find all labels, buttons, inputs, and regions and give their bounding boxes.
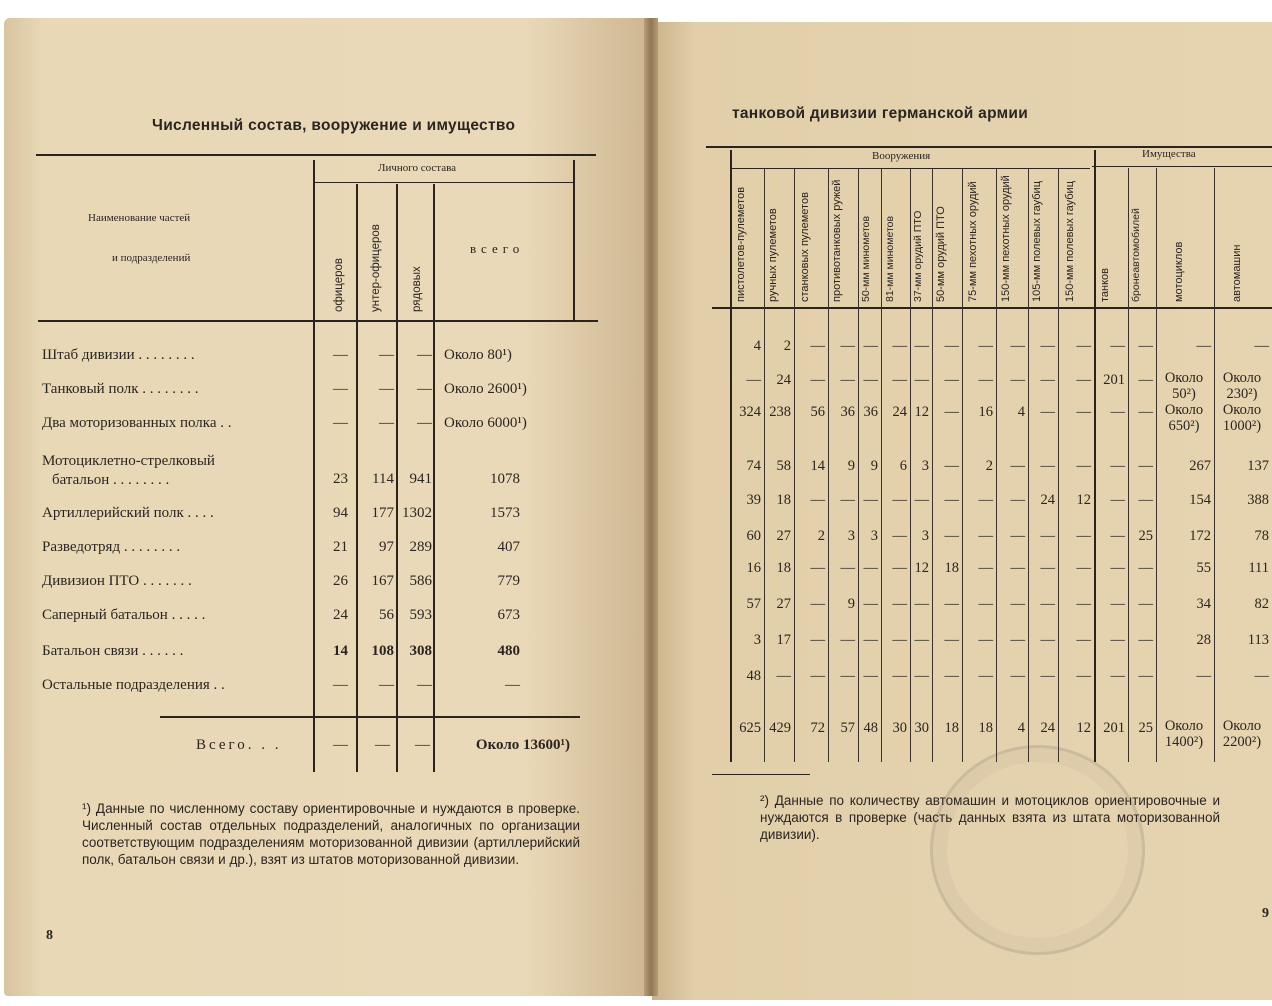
right-row-cell: —	[863, 632, 878, 648]
right-row-cell: —	[1010, 492, 1025, 508]
right-row-cell: 12	[914, 404, 929, 420]
right-row-cell: —	[810, 560, 825, 576]
right-row-cell: 24	[1040, 492, 1055, 508]
total-officers: —	[333, 737, 348, 753]
right-row-cell: —	[810, 596, 825, 612]
total-col-header: всего	[470, 241, 525, 256]
col-header-8: 75-мм пехотных орудий	[967, 181, 979, 302]
right-row-cell: 39	[746, 492, 761, 508]
row-name: Штаб дивизии . . . . . . . .	[42, 347, 195, 363]
right-row-cell: —	[1138, 338, 1153, 354]
total-privates: —	[415, 737, 430, 753]
right-row-cell: —	[1040, 458, 1055, 474]
cell-privates: 586	[409, 573, 432, 589]
right-row-cell: —	[1010, 458, 1025, 474]
cell-total: —	[505, 677, 520, 693]
cell-nco: 108	[371, 643, 394, 659]
right-row-cell: —	[1110, 528, 1125, 544]
total-row-label: Всего. . .	[196, 737, 282, 753]
name-col-header-line1: Наименование частей	[88, 212, 191, 224]
right-total-cell: 2200²)	[1222, 734, 1262, 750]
right-row-cell: 111	[1248, 560, 1269, 576]
right-row-cell: 18	[776, 492, 791, 508]
right-row-cell: —	[892, 528, 907, 544]
right-total-cell: 48	[863, 720, 878, 736]
col-header-6: 37-мм орудий ПТО	[912, 210, 924, 302]
total-nco: —	[375, 737, 390, 753]
col-divider	[573, 160, 575, 320]
right-total-cell: Около	[1164, 718, 1204, 734]
cell-total: 1078	[490, 471, 520, 487]
right-row-cell: 17	[776, 632, 791, 648]
right-row-cell: —	[892, 632, 907, 648]
right-row-cell: 74	[746, 458, 761, 474]
right-row-cell: 27	[776, 596, 791, 612]
right-row-cell: —	[978, 560, 993, 576]
cell-total: 779	[497, 573, 520, 589]
right-row-cell: —	[840, 372, 855, 388]
right-row-cell: 12	[914, 560, 929, 576]
right-row-cell: —	[863, 372, 878, 388]
right-row-cell: —	[1138, 492, 1153, 508]
right-total-cell: 4	[1017, 720, 1025, 736]
header-bottom-rule	[38, 320, 598, 322]
right-row-cell: —	[810, 632, 825, 648]
right-row-cell: —	[1254, 668, 1269, 684]
right-row-cell: 6	[899, 458, 907, 474]
right-row-cell: —	[810, 338, 825, 354]
right-row-cell: 324	[739, 404, 761, 420]
right-row-cell: —	[1138, 632, 1153, 648]
cell-privates: 289	[409, 539, 432, 555]
cell-officers: 21	[333, 539, 348, 555]
col-header-13: бронеавтомобилей	[1130, 208, 1142, 302]
row-name: Танковый полк . . . . . . . .	[42, 381, 199, 397]
left-footnote: ¹) Данные по численному составу ориентировочные и нуждаются в проверке. Численный состав отдельных подразделений, аналогичных по организации соответствующим подразделениям моторизованной дивизии (артиллерийский полк, батальон связи и др.), взят из штатов моторизованной дивизии.	[82, 801, 580, 867]
nco-col-header: унтер-офицеров	[370, 224, 382, 312]
cell-officers: —	[333, 677, 348, 693]
cell-privates: 941	[409, 471, 432, 487]
right-row-cell: —	[944, 404, 959, 420]
right-row-cell: —	[1010, 560, 1025, 576]
property-group-rule	[1092, 166, 1272, 167]
cell-nco: 97	[379, 539, 394, 555]
officers-col-header: офицеров	[333, 257, 345, 312]
right-row-cell: —	[944, 338, 959, 354]
row-name: Разведотряд . . . . . . . .	[42, 539, 181, 555]
right-row-cell: —	[978, 632, 993, 648]
total-all: Около 13600¹)	[475, 737, 570, 753]
cell-nco: —	[379, 415, 394, 431]
right-total-cell: 25	[1138, 720, 1153, 736]
right-row-cell: —	[810, 668, 825, 684]
right-row-cell: 24	[892, 404, 907, 420]
right-row-cell: —	[1076, 596, 1091, 612]
right-row-cell: 113	[1247, 632, 1269, 648]
right-row-cell: —	[978, 528, 993, 544]
col-header-14: мотоциклов	[1173, 241, 1185, 302]
cell-officers: 14	[333, 643, 348, 659]
right-row-cell: 2	[783, 338, 791, 354]
book-gutter	[644, 18, 658, 996]
cell-privates: 593	[409, 607, 432, 623]
col-header-10: 105-мм полевых гаубиц	[1031, 180, 1043, 302]
cell-officers: —	[333, 415, 348, 431]
right-row-cell: —	[1138, 404, 1153, 420]
right-row-cell: 201	[1103, 372, 1125, 388]
right-row-cell: —	[1040, 372, 1055, 388]
armament-group-header: Вооружения	[872, 150, 931, 162]
right-row-cell: 3	[870, 528, 878, 544]
right-row-cell: —	[1110, 458, 1125, 474]
row-name: Дивизион ПТО . . . . . . .	[42, 573, 192, 589]
right-total-cell: 625	[739, 720, 761, 736]
right-footnote: ²) Данные по количеству автомашин и мотоциклов ориентировочные и нуждаются в проверке (часть данных взята из штата моторизованной дивизии).	[760, 793, 1220, 842]
right-row-cell: —	[1138, 560, 1153, 576]
right-row-cell: —	[1196, 338, 1211, 354]
right-row-cell: 3	[753, 632, 761, 648]
left-page-number: 8	[46, 928, 53, 943]
right-row-cell: —	[914, 668, 929, 684]
right-row-cell: —	[810, 492, 825, 508]
right-page-number: 9	[1262, 906, 1269, 921]
right-total-cell: 24	[1040, 720, 1055, 736]
cell-privates: —	[417, 381, 432, 397]
row-name: Два моторизованных полка . .	[42, 415, 232, 431]
right-row-cell: —	[892, 492, 907, 508]
right-row-cell: —	[944, 632, 959, 648]
right-row-cell: —	[944, 458, 959, 474]
cell-total: 673	[497, 607, 520, 623]
right-total-cell: 18	[944, 720, 959, 736]
personnel-group-rule	[313, 182, 575, 183]
right-row-cell: 16	[978, 404, 993, 420]
right-row-cell: —	[1040, 404, 1055, 420]
right-row-cell: —	[1110, 632, 1125, 648]
personnel-group-header: Личного состава	[378, 162, 457, 174]
right-row-cell: —	[914, 492, 929, 508]
cell-nco: 114	[372, 471, 394, 487]
right-row-cell: 24	[776, 372, 791, 388]
right-row-cell: —	[1110, 338, 1125, 354]
col-header-12: танков	[1099, 267, 1111, 302]
right-row-cell: —	[1040, 560, 1055, 576]
right-row-cell: 388	[1247, 492, 1269, 508]
right-row-cell: —	[944, 372, 959, 388]
cell-privates: 308	[409, 643, 432, 659]
right-row-cell: 58	[776, 458, 791, 474]
right-row-cell: —	[1138, 372, 1153, 388]
right-row-cell: 14	[810, 458, 825, 474]
right-row-cell: —	[1040, 338, 1055, 354]
right-row-cell: 1000²)	[1222, 418, 1262, 434]
cell-total: Около 80¹)	[444, 347, 512, 363]
cell-officers: 24	[333, 607, 348, 623]
right-row-cell: —	[978, 372, 993, 388]
right-total-cell: 201	[1103, 720, 1125, 736]
right-row-cell: —	[1040, 528, 1055, 544]
right-row-cell: —	[914, 632, 929, 648]
right-row-cell: 48	[746, 668, 761, 684]
col-divider	[433, 184, 435, 772]
right-row-cell: 34	[1196, 596, 1211, 612]
right-row-cell: 9	[870, 458, 878, 474]
right-row-cell: —	[944, 528, 959, 544]
right-total-cell: Около	[1222, 718, 1262, 734]
right-row-cell: —	[1138, 458, 1153, 474]
right-row-cell: —	[978, 338, 993, 354]
right-row-cell: —	[1110, 596, 1125, 612]
right-row-cell: —	[978, 492, 993, 508]
right-row-cell: —	[892, 596, 907, 612]
col-header-2: станковых пулеметов	[799, 192, 811, 302]
right-row-cell: —	[840, 492, 855, 508]
right-row-cell: Около	[1164, 402, 1204, 418]
right-total-cell: 30	[892, 720, 907, 736]
right-row-cell: 18	[944, 560, 959, 576]
right-row-cell: —	[914, 596, 929, 612]
right-row-cell: —	[1076, 458, 1091, 474]
right-row-cell: 9	[847, 596, 855, 612]
cell-privates: —	[417, 347, 432, 363]
right-row-cell: 55	[1196, 560, 1211, 576]
cell-privates: 1302	[402, 505, 432, 521]
row-name: Артиллерийский полк . . . .	[42, 505, 214, 521]
cell-total: 480	[497, 643, 520, 659]
right-row-cell: —	[978, 668, 993, 684]
right-row-cell: —	[1076, 528, 1091, 544]
right-row-cell: —	[1254, 338, 1269, 354]
right-page-title: танковой дивизии германской армии	[732, 105, 1029, 122]
right-row-cell: —	[978, 596, 993, 612]
right-row-cell: 27	[776, 528, 791, 544]
right-row-cell: 60	[746, 528, 761, 544]
footnote-rule	[712, 774, 810, 775]
cell-officers: 23	[333, 471, 348, 487]
right-row-cell: 238	[769, 404, 791, 420]
cell-privates: —	[417, 677, 432, 693]
right-row-cell: —	[1076, 404, 1091, 420]
cell-nco: 177	[371, 505, 394, 521]
right-row-cell: —	[944, 492, 959, 508]
cell-nco: 167	[371, 573, 394, 589]
right-row-cell: 154	[1189, 492, 1211, 508]
cell-privates: —	[417, 415, 432, 431]
cell-total: Около 2600¹)	[444, 381, 527, 397]
col-header-7: 50-мм орудий ПТО	[935, 206, 947, 302]
right-row-cell: 28	[1196, 632, 1211, 648]
right-row-cell: —	[1076, 372, 1091, 388]
right-row-cell: —	[840, 338, 855, 354]
col-header-0: пистолетов-пулеметов	[735, 186, 747, 302]
right-row-cell: 3	[921, 458, 929, 474]
right-total-cell: 1400²)	[1164, 734, 1204, 750]
right-row-cell: 3	[921, 528, 929, 544]
right-row-cell: —	[840, 632, 855, 648]
right-row-cell: 267	[1189, 458, 1211, 474]
right-row-cell: —	[1040, 668, 1055, 684]
col-header-5: 81-мм минометов	[883, 215, 896, 302]
col-header-3: противотанковых ружей	[831, 179, 843, 302]
right-row-cell: 56	[810, 404, 825, 420]
right-row-cell: —	[1040, 632, 1055, 648]
right-row-cell: —	[1010, 338, 1025, 354]
right-row-cell: 2	[985, 458, 993, 474]
col-divider	[313, 160, 315, 772]
right-row-cell: —	[863, 560, 878, 576]
right-row-cell: 4	[753, 338, 761, 354]
cell-nco: —	[379, 677, 394, 693]
cell-total: 1573	[490, 505, 520, 521]
right-row-cell: —	[840, 668, 855, 684]
property-group-header: Имущества	[1142, 148, 1196, 160]
name-col-header-line2: и подразделений	[112, 252, 191, 264]
cell-nco: —	[379, 381, 394, 397]
right-row-cell: 172	[1189, 528, 1211, 544]
right-row-cell: —	[863, 668, 878, 684]
cell-officers: 26	[333, 573, 348, 589]
right-row-cell: —	[1076, 668, 1091, 684]
right-total-cell: 57	[840, 720, 855, 736]
total-separator-rule	[160, 716, 580, 718]
right-row-cell: —	[944, 596, 959, 612]
right-row-cell: —	[1138, 668, 1153, 684]
right-row-cell: —	[1076, 338, 1091, 354]
row-name: Саперный батальон . . . . .	[42, 607, 206, 623]
cell-officers: 94	[333, 505, 348, 521]
right-row-cell: 650²)	[1168, 418, 1200, 434]
col-header-1: ручных пулеметов	[767, 208, 779, 302]
right-row-cell: —	[914, 338, 929, 354]
col-header-4: 50-мм минометов	[860, 215, 872, 302]
right-row-cell: —	[892, 560, 907, 576]
right-total-cell: 18	[978, 720, 993, 736]
right-row-cell: —	[1196, 668, 1211, 684]
right-row-cell: —	[1076, 632, 1091, 648]
right-row-cell: 230²)	[1226, 386, 1258, 402]
table-top-rule	[36, 154, 596, 156]
right-row-cell: 57	[746, 596, 761, 612]
right-row-cell: 12	[1076, 492, 1091, 508]
row-name: батальон . . . . . . . .	[52, 472, 170, 488]
right-row-cell: —	[914, 372, 929, 388]
right-total-cell: 429	[769, 720, 791, 736]
right-total-cell: 72	[810, 720, 825, 736]
right-row-cell: —	[1110, 492, 1125, 508]
cell-total: Около 6000¹)	[444, 415, 527, 431]
right-row-cell: —	[746, 372, 761, 388]
right-row-cell: —	[1010, 596, 1025, 612]
right-row-cell: 9	[847, 458, 855, 474]
right-row-cell: 36	[863, 404, 878, 420]
row-name: Мотоциклетно-стрелковый	[42, 453, 215, 469]
right-row-cell: 25	[1138, 528, 1153, 544]
cell-total: 407	[497, 539, 520, 555]
right-row-cell: —	[1040, 596, 1055, 612]
row-name: Остальные подразделения . .	[42, 677, 225, 693]
col-header-11: 150-мм полевых гаубиц	[1064, 180, 1076, 302]
right-row-cell: 137	[1247, 458, 1269, 474]
cell-officers: —	[333, 381, 348, 397]
right-row-cell: —	[776, 668, 791, 684]
right-row-cell: 2	[817, 528, 825, 544]
right-row-cell: —	[1138, 596, 1153, 612]
right-row-cell: —	[810, 372, 825, 388]
right-row-cell: 4	[1017, 404, 1025, 420]
right-row-cell: —	[1076, 560, 1091, 576]
right-row-cell: —	[840, 560, 855, 576]
right-row-cell: Около	[1222, 370, 1262, 386]
cell-nco: —	[379, 347, 394, 363]
right-total-cell: 12	[1076, 720, 1091, 736]
right-row-cell: —	[1110, 668, 1125, 684]
col-header-9: 150-мм пехотных орудий	[1000, 175, 1012, 302]
right-row-cell: —	[1010, 372, 1025, 388]
faded-stamp	[930, 745, 1145, 955]
right-row-cell: —	[863, 492, 878, 508]
right-row-cell: —	[1110, 560, 1125, 576]
right-row-cell: —	[863, 338, 878, 354]
right-row-cell: 3	[847, 528, 855, 544]
right-row-cell: —	[892, 372, 907, 388]
right-row-cell: 16	[746, 560, 761, 576]
right-row-cell: —	[1110, 404, 1125, 420]
right-row-cell: 50²)	[1172, 386, 1196, 402]
right-row-cell: —	[1010, 528, 1025, 544]
cell-officers: —	[333, 347, 348, 363]
right-row-cell: —	[892, 668, 907, 684]
cell-nco: 56	[379, 607, 394, 623]
right-row-cell: Около	[1164, 370, 1204, 386]
right-row-cell: Около	[1222, 402, 1262, 418]
col-header-15: автомашин	[1231, 244, 1243, 302]
right-row-cell: 78	[1254, 528, 1269, 544]
right-row-cell: —	[944, 668, 959, 684]
right-header-bottom-rule	[712, 307, 1272, 309]
right-row-cell: —	[892, 338, 907, 354]
row-name: Батальон связи . . . . . .	[42, 643, 184, 659]
right-row-cell: —	[1010, 632, 1025, 648]
right-row-cell: —	[1010, 668, 1025, 684]
right-row-cell: 18	[776, 560, 791, 576]
right-row-cell: —	[863, 596, 878, 612]
right-row-cell: 36	[840, 404, 855, 420]
right-row-cell: 82	[1254, 596, 1269, 612]
left-page-title: Численный состав, вооружение и имущество	[152, 117, 516, 134]
right-total-cell: 30	[914, 720, 929, 736]
privates-col-header: рядовых	[411, 266, 423, 312]
